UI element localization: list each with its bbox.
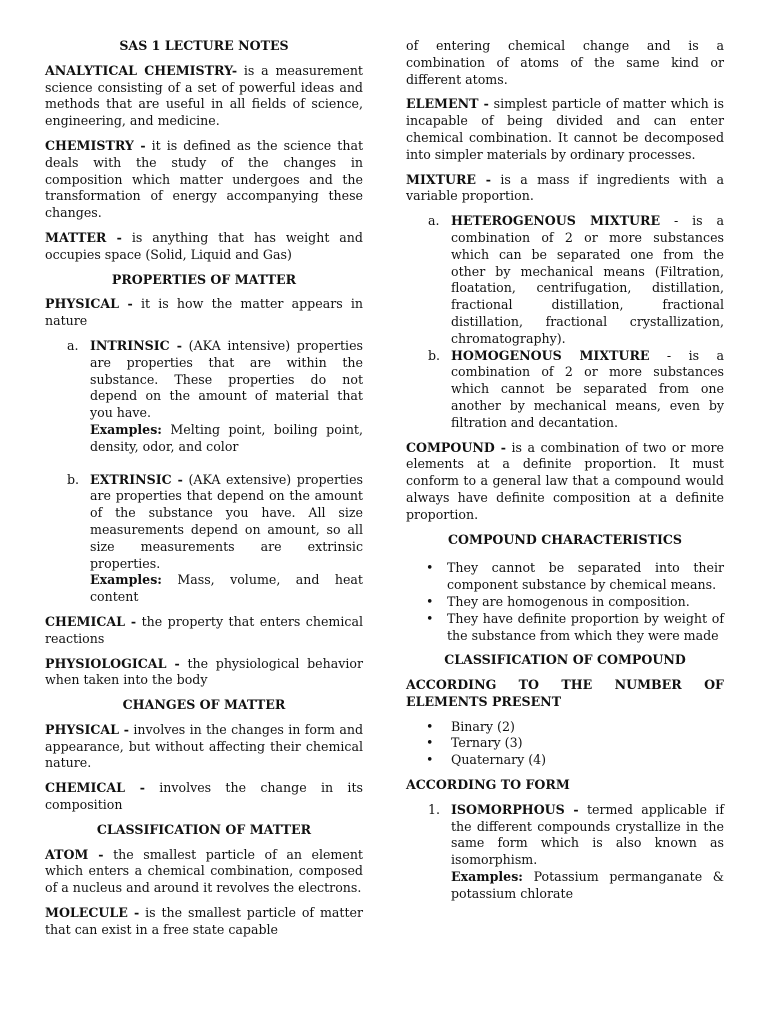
list-marker: b. — [428, 347, 441, 363]
bullet-icon: • — [426, 593, 434, 609]
characteristics-list — [406, 560, 724, 644]
analytical-chemistry-definition: ANALYTICAL CHEMISTRY- is a measurement science consisting of a set of powerful ideas and methods that are useful in all fields of science, engineering, and medicine. — [45, 62, 363, 129]
element-count-list — [406, 719, 724, 769]
term: ANALYTICAL CHEMISTRY- — [45, 62, 238, 78]
physical-property-definition: PHYSICAL - it is how the matter appears in nature — [45, 296, 363, 329]
examples: Examples: Potassium permanganate & potassium chlorate — [451, 869, 724, 901]
list-marker: a. — [428, 213, 440, 229]
heterogenous-item: a. HETEROGENOUS MIXTURE - is a combination of 2 or more substances which can be separated one from the other by mechanical means (Filtration, floatation, centrifugation, distillation, fractional distillation, fractional distillation, fractional crystallization, chromatography). — [428, 213, 724, 346]
chemistry-definition: CHEMISTRY - it is defined as the science that deals with the study of the changes in composition which matter undergoes and the transformation of energy accompanying these changes. — [45, 137, 364, 221]
mixture-definition: MIXTURE - is a mass if ingredients with a variable proportion. — [406, 171, 724, 204]
isomorphous-item: 1. ISOMORPHOUS - termed applicable if the different compounds crystallize in the same form which is also known as isomorphism. Examples: Potassium permanganate & potassium chlorate — [428, 801, 724, 901]
section-heading: COMPOUND CHARACTERISTICS — [448, 531, 682, 547]
bullet-icon: • — [426, 718, 434, 734]
atom-definition: ATOM - the smallest particle of an element which enters a chemical combination, composed of a nucleus and around it revolves the electrons. — [45, 846, 363, 896]
bullet-icon: • — [426, 735, 434, 751]
list-marker: b. — [67, 471, 80, 487]
section-heading: CLASSIFICATION OF COMPOUND — [444, 652, 686, 668]
section-heading: CLASSIFICATION OF MATTER — [96, 821, 312, 837]
list-item: • Ternary (3) — [426, 735, 523, 751]
list-marker: 1. — [428, 801, 441, 817]
right-column — [406, 38, 724, 903]
chemical-property-definition: CHEMICAL - the property that enters chemical reactions — [45, 613, 363, 646]
physical-change-definition: PHYSICAL - involves in the changes in form and appearance, but without affecting their chemical nature. — [45, 721, 364, 771]
bullet-icon: • — [426, 610, 434, 626]
compound-definition: COMPOUND - is a combination of two or more elements at a definite proportion. It must conform to a general law that a compound would always have definite composition at a definite proportion. — [406, 439, 724, 522]
molecule-definition: MOLECULE - is the smallest particle of matter that can exist in a free state capable — [45, 905, 363, 937]
page-title: SAS 1 LECTURE NOTES — [119, 38, 289, 53]
list-item: • Quaternary (4) — [426, 752, 547, 768]
list-item: • They are homogenous in composition. — [426, 593, 690, 609]
left-column — [45, 38, 363, 947]
intrinsic-item: a. INTRINSIC - (AKA intensive) properties are properties that are within the substance. These properties do not depend on the amount of material that you have. Examples: Melting point, boiling point, density, odor, and color — [67, 337, 364, 454]
molecule-definition-continued: of entering chemical change and is a combination of atoms of the same kind or different atoms. — [406, 38, 724, 87]
section-heading: CHANGES OF MATTER — [122, 697, 286, 713]
list-marker: a. — [67, 337, 79, 353]
bullet-icon: • — [426, 752, 434, 768]
physiological-definition: PHYSIOLOGICAL - the physiological behavior when taken into the body — [45, 655, 363, 688]
matter-definition: MATTER - is anything that has weight and occupies space (Solid, Liquid and Gas) — [45, 229, 363, 262]
extrinsic-item: b. EXTRINSIC - (AKA extensive) properties are properties that depend on the amount of the substance you have. All size measurements depend on amount, so all size measurements are extrinsic properties. Examples: Mass, volume, and heat content — [67, 471, 364, 605]
bullet-icon: • — [426, 560, 434, 576]
homogenous-item: b. HOMOGENOUS MIXTURE - is a combination of 2 or more substances which cannot be separated from one another by mechanical means, even by filtration and decantation. — [428, 347, 724, 430]
list-item: • Binary (2) — [426, 718, 515, 734]
examples: Examples: Melting point, boiling point, density, odor, and color — [90, 421, 363, 454]
subsection-heading: ACCORDING TO FORM — [406, 777, 570, 793]
list-item: • They have definite proportion by weight of the substance from which they were made — [426, 610, 724, 643]
element-definition: ELEMENT - simplest particle of matter which is incapable of being divided and can enter chemical combination. It cannot be decomposed into simpler materials by ordinary processes. — [406, 96, 725, 162]
examples: Examples: Mass, volume, and heat content — [90, 572, 363, 605]
section-heading: PROPERTIES OF MATTER — [111, 271, 297, 287]
subsection-heading: ACCORDING TO THE NUMBER OF ELEMENTS PRESENT — [406, 677, 724, 709]
chemical-change-definition: CHEMICAL - involves the change in its composition — [45, 780, 363, 813]
list-item: • They cannot be separated into their component substance by chemical means. — [426, 560, 724, 593]
